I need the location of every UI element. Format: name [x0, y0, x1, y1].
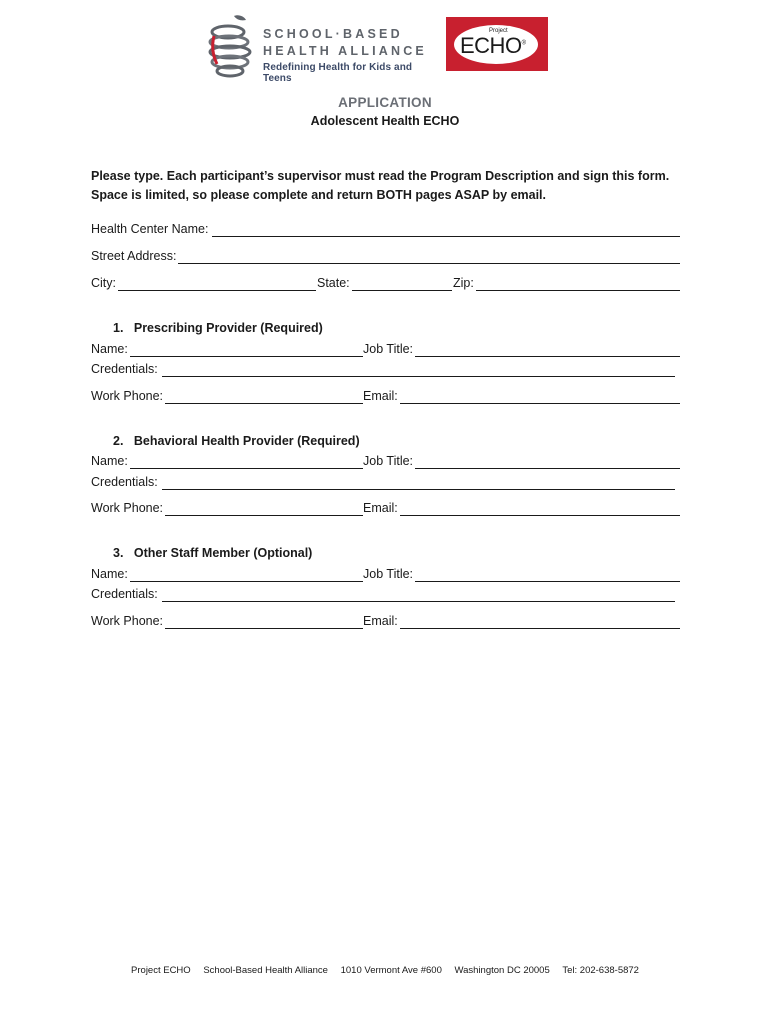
application-subtitle: Adolescent Health ECHO: [310, 114, 460, 128]
behavioral-job-title-field[interactable]: [363, 453, 680, 469]
prescriber-name-field[interactable]: [91, 341, 363, 357]
behavioral-email-line[interactable]: [400, 503, 680, 516]
city-field[interactable]: [91, 275, 316, 291]
prescriber-credentials-line[interactable]: [162, 364, 675, 377]
street-address-field[interactable]: [91, 248, 680, 264]
other-staff-work-phone-line[interactable]: [165, 616, 363, 629]
footer-telephone: Tel: 202-638-5872: [562, 965, 639, 976]
health-center-name-line[interactable]: [212, 224, 680, 237]
section-number: 3.: [113, 546, 124, 560]
name-label: Name:: [91, 342, 128, 356]
prescriber-email-line[interactable]: [400, 391, 680, 404]
behavioral-email-field[interactable]: [363, 500, 680, 516]
section-other-staff-heading: [113, 545, 312, 561]
zip-label: Zip:: [453, 276, 474, 290]
email-label: Email:: [363, 389, 398, 403]
behavioral-work-phone-line[interactable]: [165, 503, 363, 516]
name-label: Name:: [91, 567, 128, 581]
footer-city: Washington DC 20005: [454, 965, 550, 976]
application-title: APPLICATION: [338, 95, 432, 110]
work-phone-label: Work Phone:: [91, 501, 164, 515]
behavioral-name-line[interactable]: [130, 456, 363, 469]
section-number: 1.: [113, 321, 124, 335]
behavioral-name-field[interactable]: [91, 453, 363, 469]
section-title: Behavioral Health Provider (Required): [133, 434, 360, 448]
other-staff-credentials-field[interactable]: [91, 586, 675, 602]
other-staff-job-title-field[interactable]: [363, 566, 680, 582]
city-label: City:: [91, 276, 116, 290]
job-title-label: Job Title:: [363, 342, 414, 356]
other-staff-email-line[interactable]: [400, 616, 680, 629]
city-line[interactable]: [118, 278, 316, 291]
prescriber-work-phone-line[interactable]: [165, 391, 363, 404]
other-staff-name-line[interactable]: [130, 569, 363, 582]
email-label: Email:: [363, 501, 398, 515]
sbha-logo-line2: HEALTH ALLIANCE: [263, 44, 427, 58]
state-line[interactable]: [352, 278, 452, 291]
prescriber-name-line[interactable]: [130, 344, 363, 357]
job-title-label: Job Title:: [363, 454, 414, 468]
apple-swirl-icon: [208, 14, 256, 78]
footer-org-sbha: School-Based Health Alliance: [203, 965, 328, 976]
other-staff-work-phone-field[interactable]: [91, 613, 363, 629]
sbha-logo-line1: SCHOOL·BASED: [263, 27, 403, 41]
prescriber-job-title-field[interactable]: [363, 341, 680, 357]
street-address-line[interactable]: [178, 251, 680, 264]
health-center-name-label: Health Center Name:: [91, 222, 209, 236]
footer-address: 1010 Vermont Ave #600: [340, 965, 442, 976]
school-based-health-alliance-logo: [208, 14, 433, 84]
email-label: Email:: [363, 614, 398, 628]
other-staff-job-title-line[interactable]: [415, 569, 680, 582]
prescriber-email-field[interactable]: [363, 388, 680, 404]
credentials-label: Credentials:: [91, 587, 158, 601]
behavioral-credentials-field[interactable]: [91, 474, 675, 490]
other-staff-credentials-line[interactable]: [162, 589, 675, 602]
sbha-logo-tagline: Redefining Health for Kids and Teens: [263, 62, 413, 84]
prescriber-credentials-field[interactable]: [91, 361, 675, 377]
echo-logo-echo-text: ECHO®: [460, 33, 526, 58]
behavioral-credentials-line[interactable]: [162, 477, 675, 490]
work-phone-label: Work Phone:: [91, 389, 164, 403]
health-center-name-field[interactable]: [91, 221, 680, 237]
prescriber-work-phone-field[interactable]: [91, 388, 363, 404]
behavioral-work-phone-field[interactable]: [91, 500, 363, 516]
other-staff-email-field[interactable]: [363, 613, 680, 629]
work-phone-label: Work Phone:: [91, 614, 164, 628]
footer-org-echo: Project ECHO: [131, 965, 191, 976]
street-address-label: Street Address:: [91, 249, 177, 263]
job-title-label: Job Title:: [363, 567, 414, 581]
prescriber-job-title-line[interactable]: [415, 344, 680, 357]
echo-logo-project-text: Project: [489, 28, 508, 34]
page-footer: [0, 965, 770, 976]
instructions-text: Please type. Each participant’s supervisor must read the Program Description and sign this form. Space is limited, so please complete and return BOTH pages ASAP by email.: [91, 169, 670, 202]
state-field[interactable]: [317, 275, 452, 291]
section-title: Other Staff Member (Optional): [133, 546, 313, 560]
section-prescribing-provider-heading: [113, 320, 323, 336]
section-title: Prescribing Provider (Required): [133, 321, 323, 335]
credentials-label: Credentials:: [91, 475, 158, 489]
other-staff-name-field[interactable]: [91, 566, 363, 582]
zip-field[interactable]: [453, 275, 680, 291]
project-echo-logo: [446, 17, 548, 71]
name-label: Name:: [91, 454, 128, 468]
behavioral-job-title-line[interactable]: [415, 456, 680, 469]
state-label: State:: [317, 276, 350, 290]
section-behavioral-health-provider-heading: [113, 433, 360, 449]
zip-line[interactable]: [476, 278, 680, 291]
section-number: 2.: [113, 434, 124, 448]
credentials-label: Credentials:: [91, 362, 158, 376]
